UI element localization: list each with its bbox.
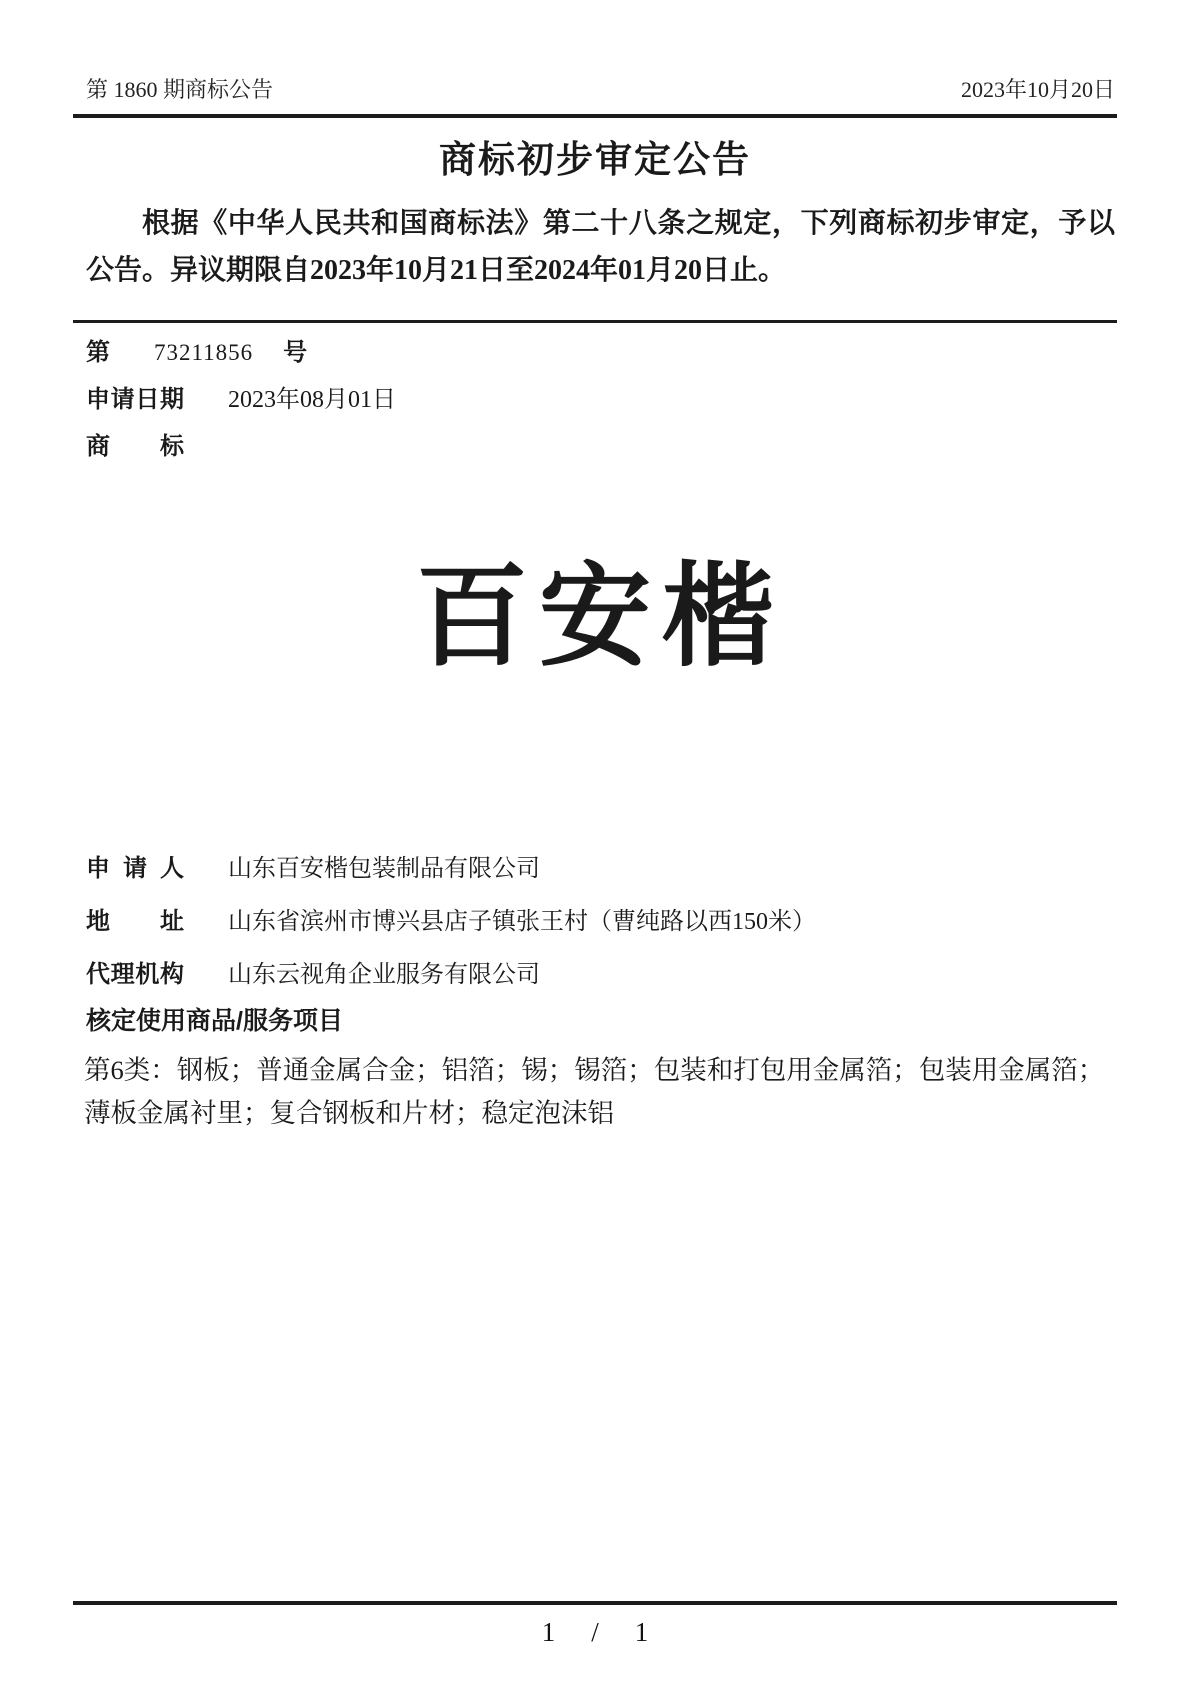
trademark-specimen: 百安楷 xyxy=(415,556,786,680)
reg-number-prefix: 第 xyxy=(86,339,110,366)
applicant-row xyxy=(73,851,1117,887)
application-date-value: 2023年08月01日 xyxy=(228,387,396,413)
applicant-label: 申请人 xyxy=(86,854,184,882)
agent-row xyxy=(73,957,1117,993)
gazette-issue-label: 第 1860 期商标公告 xyxy=(86,77,274,102)
application-date-row xyxy=(73,383,1117,417)
goods-services-list: 第6类：钢板；普通金属合金；铝箔；锡；锡箔；包装和打包用金属箔；包装用金属箔；薄板金属衬里；复合钢板和片材；稳定泡沫铝 xyxy=(84,1054,1105,1128)
reg-number-value: 73211856 xyxy=(154,340,254,365)
reg-number-suffix: 号 xyxy=(283,339,308,366)
registration-number-row xyxy=(73,336,1117,370)
trademark-label-row xyxy=(73,430,1117,464)
intro-paragraph: 根据《中华人民共和国商标法》第二十八条之规定，下列商标初步审定，予以公告。异议期限自2023年10月21日至2024年01月20日止。 xyxy=(86,208,1115,286)
page-number xyxy=(0,1617,1190,1648)
page-separator: / xyxy=(591,1617,599,1647)
header-rule xyxy=(73,114,1117,118)
page-current: 1 xyxy=(541,1617,556,1647)
gazette-date-label: 2023年10月20日 xyxy=(960,77,1115,102)
footer-rule xyxy=(73,1601,1117,1605)
record-details xyxy=(73,851,1117,1135)
record-separator-rule xyxy=(73,320,1117,323)
page-content xyxy=(73,0,1117,1135)
agent-label: 代理机构 xyxy=(86,960,184,988)
address-label: 地址 xyxy=(86,907,184,935)
application-date-label: 申请日期 xyxy=(86,386,184,413)
applicant-name: 山东百安楷包装制品有限公司 xyxy=(228,855,540,882)
document-title: 商标初步审定公告 xyxy=(439,140,751,181)
trademark-label: 商标 xyxy=(86,433,184,460)
page-total: 1 xyxy=(634,1617,649,1647)
address-value: 山东省滨州市博兴县店子镇张王村（曹纯路以西150米） xyxy=(228,908,816,935)
goods-services-heading: 核定使用商品/服务项目 xyxy=(86,1006,343,1035)
agent-name: 山东云视角企业服务有限公司 xyxy=(228,961,540,988)
page-header xyxy=(73,0,1117,104)
address-row xyxy=(73,904,1117,940)
